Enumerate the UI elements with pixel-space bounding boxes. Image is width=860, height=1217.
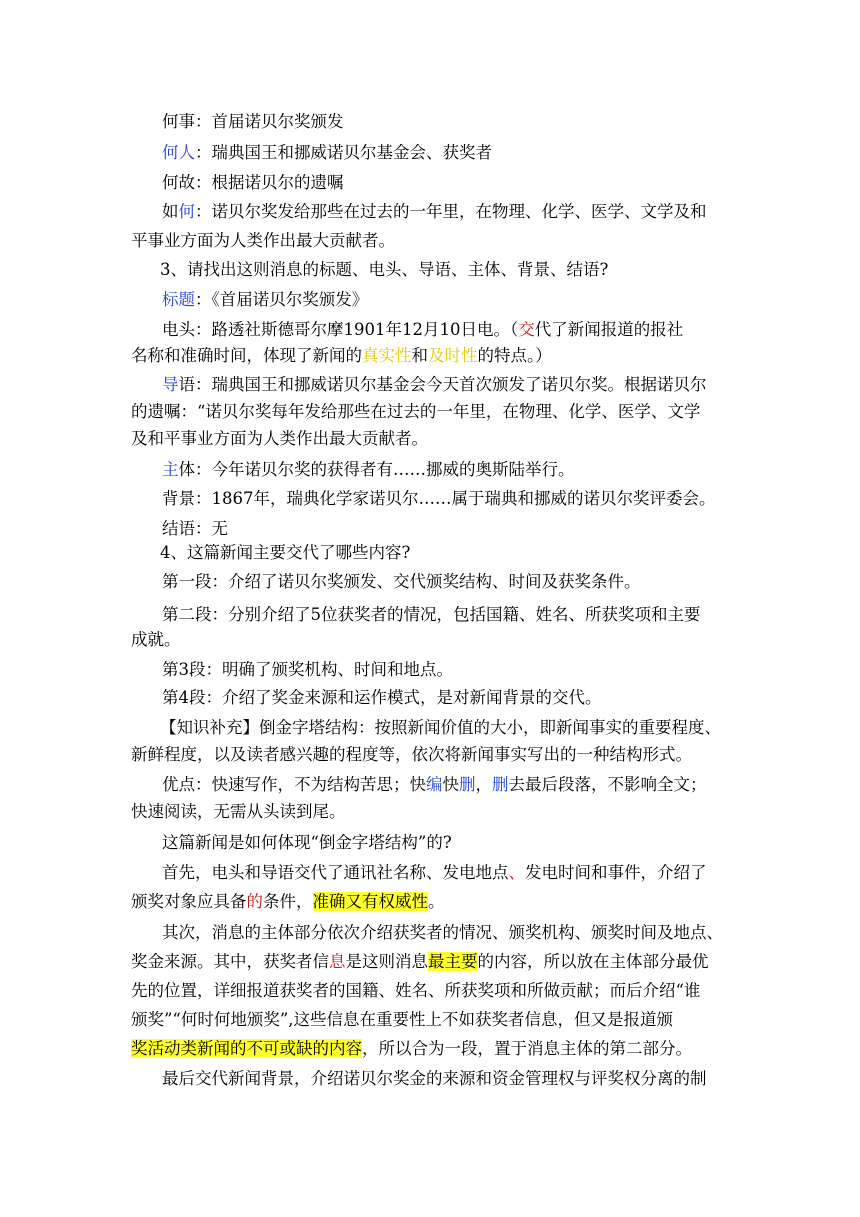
text-run: 的遗嘱：“诺贝尔奖每年发给那些在过去的一年里，在物理、化学、医学、文学 [131,402,701,421]
text-run: 奖活动类新闻的不可或缺的内容 [131,1039,362,1058]
text-run: 最主要 [428,952,478,971]
text-run: 及时性 [428,346,478,365]
paragraph-line [162,142,492,164]
text-run: 何 [178,202,195,221]
paragraph-line [131,891,445,913]
text-run: 去最后段落，不影响全文； [508,775,707,794]
text-run: 名称和准确时间，体现了新闻的 [131,346,362,365]
paragraph-line [131,801,346,823]
text-run: 颁奖对象应具备 [131,892,247,911]
paragraph-line [162,922,723,944]
text-run: 发电时间和事件，介绍了 [525,863,707,882]
paragraph-line [131,1009,673,1031]
text-run: ：瑞典国王和挪威诺贝尔基金会、获奖者 [195,143,492,162]
text-run: 标题 [162,290,195,309]
paragraph-line [162,862,707,884]
text-run: ， [475,775,492,794]
text-run: 代了新闻报道的报社 [534,320,684,339]
text-run: 这篇新闻是如何体现“倒金字塔结构”的? [162,833,452,852]
paragraph-line [162,571,641,593]
text-run: 何故：根据诺贝尔的遗嘱 [162,173,344,192]
text-run: 颁奖”“何时何地颁奖”,这些信息在重要性上不如获奖者信息，但又是报道颁 [131,1010,674,1029]
paragraph-line [162,604,701,626]
text-run: 成就。 [131,630,181,649]
paragraph-line [131,401,700,423]
text-run: 及和平事业方面为人类作出最大贡献者。 [131,429,428,448]
text-run: 快 [442,775,459,794]
text-run: 导 [162,375,179,394]
text-run: 第二段：分别介绍了5位获奖者的情况，包括国籍、姓名、所获奖项和主要 [162,605,701,624]
text-run: 真实性 [362,346,412,365]
text-run: 最后交代新闻背景，介绍诺贝尔奖金的来源和资金管理权与评奖权分离的制 [162,1069,707,1088]
text-run: 删 [492,775,509,794]
text-run: 编 [426,775,443,794]
paragraph-line [162,1068,707,1090]
paragraph-line [162,774,707,796]
text-run: 体：今年诺贝尔奖的获得者有……挪威的奥斯陆举行。 [178,460,575,479]
text-run: 交 [518,320,535,339]
text-run: 第3段：明确了颁奖机构、时间和地点。 [162,660,453,679]
text-run: 是这则消息 [345,952,428,971]
text-run: 先的位置，详细报道获奖者的国籍、姓名、所获奖项和所做贡献；而后介绍“谁 [131,981,701,1000]
text-run: 3、请找出这则消息的标题、电头、导语、主体、背景、结语? [160,260,609,279]
text-run: 首先，电头和导语交代了通讯社名称、发电地点 [162,863,509,882]
text-run: 优点：快速写作，不为结构苦思；快 [162,775,426,794]
paragraph-line [162,374,707,396]
text-run: 何事：首届诺贝尔奖颁发 [162,112,344,131]
text-run: 何人 [162,143,195,162]
text-run: 奖金来源。其中，获奖者信 [131,952,329,971]
text-run: ：《首届诺贝尔奖颁发》 [195,290,369,309]
paragraph-line [131,230,395,252]
text-run: 的内容，所以放在主体部分最优 [477,952,709,971]
paragraph-line [131,345,552,367]
paragraph-line [162,687,602,709]
text-run: ：诺贝尔奖发给那些在过去的一年里，在物理、化学、医学、文学及和 [195,202,707,221]
text-run: 新鲜程度，以及读者感兴趣的程度等，依次将新闻事实写出的一种结构形式。 [131,745,692,764]
text-run: 第一段：介绍了诺贝尔奖颁发、交代颁奖结构、时间及获奖条件。 [162,572,641,591]
text-run: 结语：无 [162,519,228,538]
paragraph-line [162,111,344,133]
paragraph-line [131,428,428,450]
text-run: 准确又有权威性 [312,892,428,911]
text-run: 息 [329,952,346,971]
paragraph-line [131,951,709,973]
text-run: 主 [162,460,179,479]
text-run: 其次，消息的主体部分依次介绍获奖者的情况、颁奖机构、颁奖时间及地点、 [162,923,723,942]
text-run: 背景：1867年，瑞典化学家诺贝尔……属于瑞典和挪威的诺贝尔奖评委会。 [162,489,716,508]
question-heading [160,259,608,281]
knowledge-supplement [160,717,721,739]
paragraph-line [162,518,228,540]
paragraph-line [162,172,344,194]
text-run: 语：瑞典国王和挪威诺贝尔基金会今天首次颁发了诺贝尔奖。根据诺贝尔 [178,375,707,394]
question-heading [162,832,452,854]
text-run: 如 [162,202,179,221]
paragraph-line [162,488,716,510]
text-run: 平事业方面为人类作出最大贡献者。 [131,231,395,250]
text-run: 、 [508,863,525,882]
text-run: 电头：路透社斯德哥尔摩1901年12月10日电。（ [162,320,519,339]
paragraph-line [162,201,707,223]
paragraph-line [162,319,683,341]
text-run: 【知识补充】倒金字塔结构：按照新闻价值的大小，即新闻事实的重要程度、 [160,718,721,737]
paragraph-line [131,744,692,766]
text-run: ，所以合为一段，置于消息主体的第二部分。 [362,1039,692,1058]
text-run: 的特点。） [477,346,552,365]
text-run: 第4段：介绍了奖金来源和运作模式，是对新闻背景的交代。 [162,688,602,707]
paragraph-line [162,459,575,481]
text-run: 的 [246,892,263,911]
paragraph-line [162,659,453,681]
text-run: 和 [411,346,428,365]
text-run: 4、这篇新闻主要交代了哪些内容? [160,543,411,562]
question-heading [160,542,410,564]
text-run: 条件， [263,892,313,911]
paragraph-line [131,980,700,1002]
paragraph-line [162,289,368,311]
paragraph-line [131,629,181,651]
text-run: 。 [428,892,445,911]
text-run: 删 [459,775,476,794]
paragraph-line [131,1038,692,1060]
text-run: 快速阅读，无需从头读到尾。 [131,802,346,821]
